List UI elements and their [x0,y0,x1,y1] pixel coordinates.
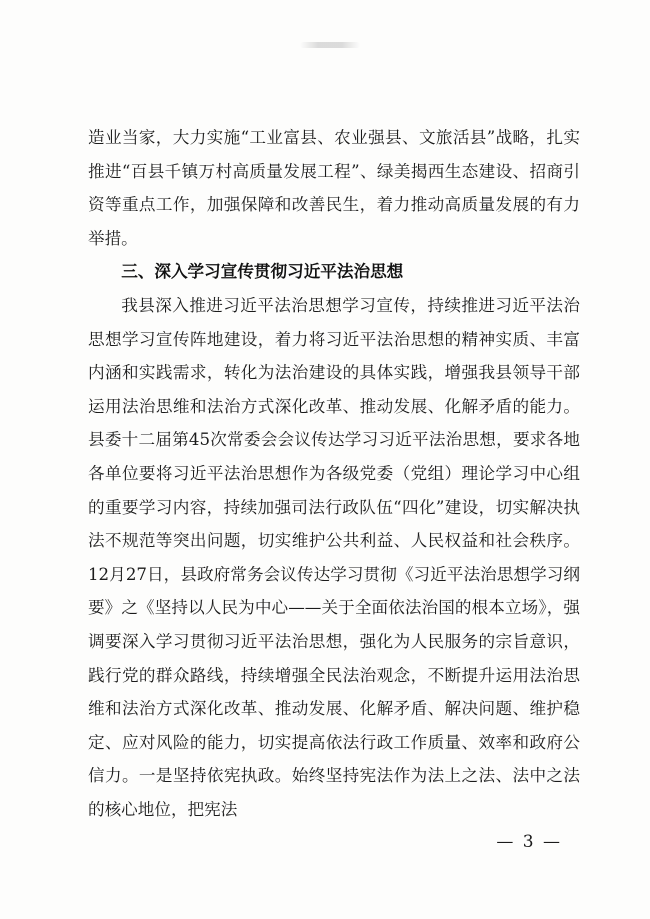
faint-header-mark [300,42,360,48]
document-body [88,121,580,826]
paragraph-main: 我县深入推进习近平法治思想学习宣传，持续推进习近平法治思想学习宣传阵地建设，着力将习近平法治思想的精神实质、丰富内涵和实践需求，转化为法治建设的具体实践，增强我县领导干部运用法治思维和法治方式深化改革、推动发展、化解矛盾的能力。县委十二届第45次常委会会议传达学习习近平法治思想，要求各地各单位要将习近平法治思想作为各级党委（党组）理论学习中心组的重要学习内容，持续加强司法行政队伍“四化”建设，切实解决执法不规范等突出问题，切实维护公共利益、人民权益和社会秩序。12月27日，县政府常务会议传达学习贯彻《习近平法治思想学习纲要》之《坚持以人民为中心——关于全面依法治国的根本立场》，强调要深入学习贯彻习近平法治思想，强化为人民服务的宗旨意识，践行党的群众路线，持续增强全民法治观念，不断提升运用法治思维和法治方式深化改革、推动发展、化解矛盾、解决问题、维护稳定、应对风险的能力，切实提高依法行政工作质量、效率和政府公信力。一是坚持依宪执政。始终坚持宪法作为法上之法、法中之法的核心地位，把宪法 [88,295,580,819]
paragraph-continued: 造业当家，大力实施“工业富县、农业强县、文旅活县”战略，扎实推进“百县千镇万村高质量发展工程”、绿美揭西生态建设、招商引资等重点工作，加强保障和改善民生，着力推动高质量发展的有力举措。 [88,128,580,248]
page-number: — 3 — [496,832,562,852]
section-heading: 三、深入学习宣传贯彻习近平法治思想 [121,262,404,282]
